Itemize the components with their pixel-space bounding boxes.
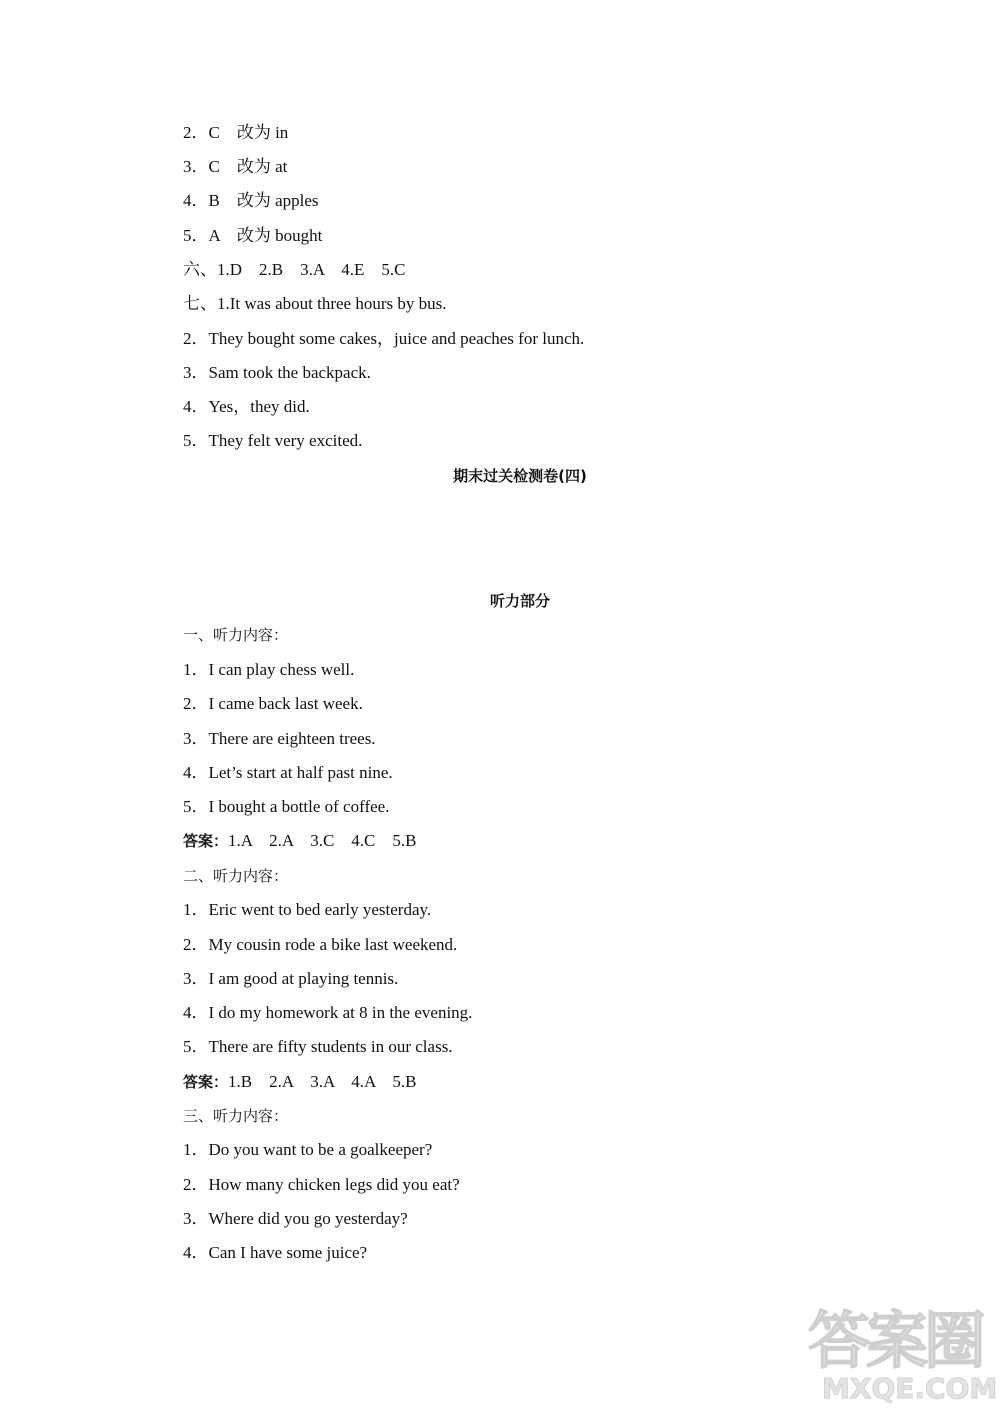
answer-line: 2．They bought some cakes，juice and peaches for lunch. (183, 329, 585, 348)
part2-heading: 二、听力内容： (183, 867, 289, 885)
answer-values: 1.B 2.A 3.A 4.A 5.B (228, 1072, 417, 1091)
answer-label: 答案： (183, 1073, 229, 1091)
listening-item: 1．Eric went to bed early yesterday. (183, 900, 432, 919)
listening-item: 2．My cousin rode a bike last weekend. (183, 935, 458, 954)
part3-heading: 三、听力内容： (183, 1107, 289, 1125)
answer-line: 5．They felt very excited. (183, 431, 363, 450)
listening-item: 1．Do you want to be a goalkeeper? (183, 1140, 433, 1159)
exam-title: 期末过关检测卷(四) (453, 467, 587, 485)
listening-item: 2．I came back last week. (183, 694, 363, 713)
listening-item: 5．There are fifty students in our class. (183, 1037, 453, 1056)
section-seven-first: 七、1.It was about three hours by bus. (183, 294, 447, 313)
watermark (800, 1304, 998, 1410)
listening-item: 5．I bought a bottle of coffee. (183, 797, 390, 816)
part1-answer (183, 830, 416, 852)
answer-line: 2．C 改为 in (183, 123, 289, 142)
listening-item: 4．Can I have some juice? (183, 1243, 368, 1262)
listening-item: 4．I do my homework at 8 in the evening. (183, 1003, 473, 1022)
listening-item: 3．I am good at playing tennis. (183, 969, 399, 988)
listening-item: 3．Where did you go yesterday? (183, 1209, 408, 1228)
listening-title: 听力部分 (489, 592, 550, 610)
section-six-answers: 六、1.D 2.B 3.A 4.E 5.C (183, 260, 406, 279)
listening-item: 2．How many chicken legs did you eat? (183, 1175, 460, 1194)
watermark-url: MXQE.COM (822, 1372, 998, 1405)
answer-line: 4．Yes，they did. (183, 397, 310, 416)
watermark-logo: 答案圈 (808, 1304, 983, 1377)
listening-item: 4．Let’s start at half past nine. (183, 763, 393, 782)
answer-line: 5．A 改为 bought (183, 226, 323, 245)
answer-label: 答案： (183, 832, 229, 850)
listening-item: 1．I can play chess well. (183, 660, 355, 679)
answer-line: 4．B 改为 apples (183, 191, 319, 210)
answer-values: 1.A 2.A 3.C 4.C 5.B (228, 831, 417, 850)
listening-item: 3．There are eighteen trees. (183, 729, 376, 748)
part1-heading: 一、听力内容： (183, 626, 289, 644)
part2-answer (183, 1071, 416, 1093)
answer-line: 3．Sam took the backpack. (183, 363, 371, 382)
answer-line: 3．C 改为 at (183, 157, 288, 176)
